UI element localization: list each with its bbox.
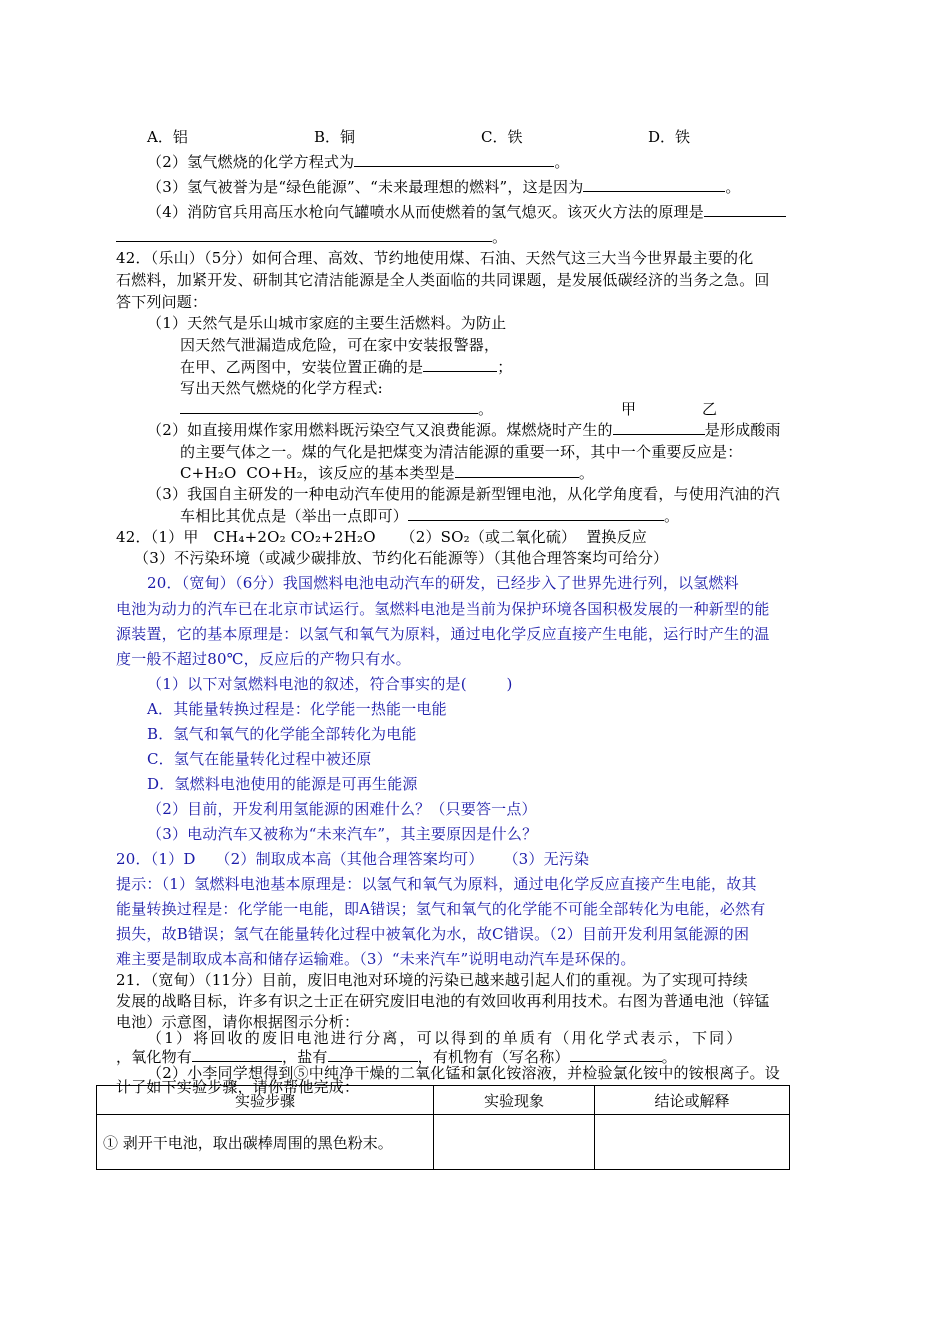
q20-option-c: C．氢气在能量转化过程中被还原 (147, 750, 372, 768)
answer-blank[interactable] (583, 177, 725, 192)
q41-part2: （2）氢气燃烧的化学方程式为 。 (147, 153, 570, 171)
q42-s1-line4: 写出天然气燃烧的化学方程式: (180, 379, 383, 397)
q41-part4-cont: 。 (116, 227, 507, 247)
q20-tip-2: 能量转换过程是：化学能一电能，即A错误；氢气和氧气的化学能不可能全部转化为电能，必然有 (116, 900, 766, 918)
q21-s1-line1: （1）将回收的废旧电池进行分离，可以得到的单质有（用化学式表示，下同） (147, 1029, 744, 1047)
q41-option-a: A．铝 (147, 128, 188, 146)
q20-intro-2: 电池为动力的汽车已在北京市试运行。氢燃料电池是当前为保护环境各国积极发展的一种新型的能 (116, 600, 770, 618)
q42-s2-line2: 的主要气体之一。煤的气化是把煤变为清洁能源的重要一环，其中一个重要反应是： (180, 443, 743, 461)
q21-s2-line2: 计了如下实验步骤，请你帮他完成： (116, 1078, 360, 1096)
q21-intro-2: 发展的战略目标，许多有识之士正在研究废旧电池的有效回收再利用技术。右图为普通电池（锌锰 (116, 992, 770, 1010)
q42-s3-line2: 车相比其优点是（举出一点即可） 。 (180, 507, 680, 525)
q42-s2-line3: C+H₂O CO+H₂，该反应的基本类型是 。 (180, 464, 595, 482)
q20-intro-4: 度一般不超过80℃，反应后的产物只有水。 (116, 650, 411, 668)
q42-answer-2: （3）不污染环境（或减少碳排放、节约化石能源等）（其他合理答案均可给分） (134, 549, 669, 567)
q41-part4: （4）消防官兵用高压水枪向气罐喷水从而使燃着的氢气熄灭。该灭火方法的原理是 (147, 202, 786, 222)
q21-intro-3: 电池）示意图，请你根据图示分析： (116, 1013, 360, 1031)
q20-option-a: A．其能量转换过程是：化学能一热能一电能 (147, 700, 447, 718)
q20-option-d: D．氢燃料电池使用的能源是可再生能源 (147, 775, 418, 793)
q42-s1-line1: （1）天然气是乐山城市家庭的主要生活燃料。为防止 (147, 314, 507, 332)
answer-blank[interactable] (328, 1047, 418, 1062)
table-header-row (97, 1086, 790, 1115)
answer-blank[interactable] (408, 506, 664, 521)
q42-intro-1: 42．（乐山）（5分）如何合理、高效、节约地使用煤、石油、天然气这三大当今世界最主要的化 (116, 249, 754, 267)
experiment-table (96, 1085, 790, 1170)
q20-s2: （2）目前，开发利用氢能源的困难什么？（只要答一点） (147, 800, 537, 818)
answer-blank[interactable] (570, 1047, 662, 1062)
table-row (97, 1115, 790, 1170)
q42-s1-line5: 。 (180, 399, 493, 419)
answer-blank[interactable] (116, 227, 492, 242)
q20-intro-1: 20．（宽甸）（6分）我国燃料电池电动汽车的研发，已经步入了世界先进行列，以氢燃料 (147, 574, 739, 592)
answer-blank[interactable] (423, 357, 497, 372)
answer-blank[interactable] (613, 420, 705, 435)
table-cell[interactable] (595, 1115, 790, 1170)
q41-part3: （3）氢气被誉为是“绿色能源”、“未来最理想的燃料”，这是因为 。 (147, 178, 741, 196)
q20-intro-3: 源装置，它的基本原理是：以氢气和氧气为原料，通过电化学反应直接产生电能，运行时产生的温 (116, 625, 770, 643)
q20-s1: （1）以下对氢燃料电池的叙述，符合事实的是( ) (147, 675, 513, 693)
q42-s1-line3: 在甲、乙两图中，安装位置正确的是 ； (180, 358, 513, 376)
table-cell: ① 剥开干电池，取出碳棒周围的黑色粉末。 (97, 1115, 434, 1170)
q20-option-b: B．氢气和氧气的化学能全部转化为电能 (147, 725, 417, 743)
q20-s3: （3）电动汽车又被称为“未来汽车”，其主要原因是什么？ (147, 825, 538, 843)
q21-s1-line2: ，氧化物有 ，盐有 ，有机物有（写名称） 。 (116, 1048, 677, 1066)
table-cell[interactable] (434, 1115, 595, 1170)
answer-blank[interactable] (180, 399, 478, 414)
q20-answer: 20．（1）D （2）制取成本高（其他合理答案均可） （3）无污染 (116, 850, 590, 868)
answer-blank[interactable] (192, 1047, 282, 1062)
answer-blank[interactable] (354, 152, 554, 167)
table-header-cell: 实验现象 (434, 1086, 595, 1115)
q42-s2-line1: （2）如直接用煤作家用燃料既污染空气又浪费能源。煤燃烧时产生的 是形成酸雨 (147, 421, 781, 439)
q20-tip-4: 难主要是制取成本高和储存运输难。（3）“未来汽车”说明电动汽车是环保的。 (116, 950, 636, 968)
q21-intro-1: 21．（宽甸）（11分）目前，废旧电池对环境的污染已越来越引起人们的重视。为了实现可持续 (116, 971, 748, 989)
q20-tip-1: 提示：（1）氢燃料电池基本原理是：以氢气和氧气为原料，通过电化学反应直接产生电能，故其 (116, 875, 757, 893)
answer-blank[interactable] (455, 463, 579, 478)
q42-s3-line1: （3）我国自主研发的一种电动汽车使用的能源是新型锂电池，从化学角度看，与使用汽油的汽 (147, 485, 780, 503)
q42-s1-line2: 因天然气泄漏造成危险，可在家中安装报警器， (180, 336, 500, 354)
q20-tip-3: 损失，故B错误；氢气在能量转化过程中被氧化为水，故C错误。（2）目前开发利用氢能源的困 (116, 925, 750, 943)
q42-intro-2: 石燃料，加紧开发、研制其它清洁能源是全人类面临的共同课题，是发展低碳经济的当务之急。回 (116, 271, 770, 289)
figure-label-yi: 乙 (702, 400, 718, 418)
table-header-cell: 实验步骤 (97, 1086, 434, 1115)
q41-option-d: D．铁 (648, 128, 691, 146)
table-header-cell: 结论或解释 (595, 1086, 790, 1115)
q41-option-b: B．铜 (314, 128, 356, 146)
q41-option-c: C．铁 (481, 128, 523, 146)
q21-s2-line1: （2）小李同学想得到⑤中纯净干燥的二氧化锰和氯化铵溶液，并检验氯化铵中的铵根离子。设 (147, 1064, 780, 1082)
q42-intro-3: 答下列问题： (116, 293, 208, 311)
figure-label-jia: 甲 (621, 400, 637, 418)
q42-answer-1: 42．（1）甲 CH₄+2O₂ CO₂+2H₂O （2）SO₂（或二氧化硫） 置换反应 (116, 528, 647, 546)
answer-blank[interactable] (704, 202, 786, 217)
